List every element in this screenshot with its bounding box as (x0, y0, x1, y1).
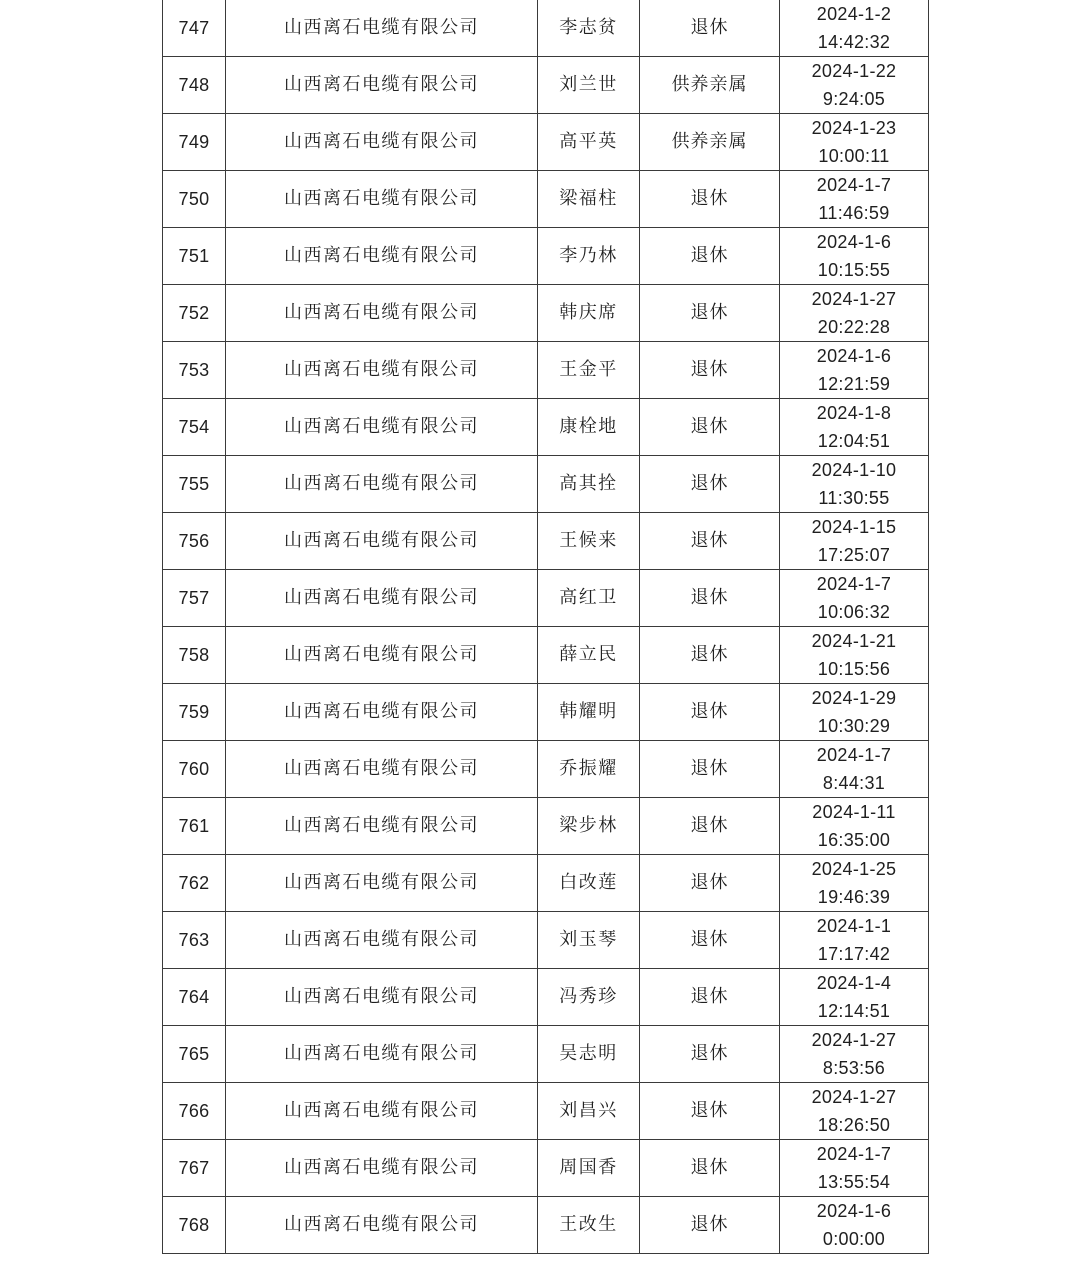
table-row (163, 456, 929, 513)
person-name-cell: 高红卫 (538, 570, 640, 627)
person-name-cell: 冯秀珍 (538, 969, 640, 1026)
person-name-cell: 韩庆席 (538, 285, 640, 342)
time-text: 12:14:51 (817, 1001, 891, 1021)
category-cell: 退休 (640, 969, 780, 1026)
category-cell: 退休 (640, 741, 780, 798)
person-name-cell: 高平英 (538, 114, 640, 171)
datetime-cell (780, 969, 929, 1026)
time-text: 11:46:59 (818, 203, 890, 223)
company-cell: 山西离石电缆有限公司 (226, 1026, 538, 1083)
date-text: 2024-1-15 (811, 517, 897, 537)
category-cell: 退休 (640, 456, 780, 513)
company-cell: 山西离石电缆有限公司 (226, 285, 538, 342)
table-row (163, 513, 929, 570)
category-cell: 退休 (640, 228, 780, 285)
person-name-cell: 白改莲 (538, 855, 640, 912)
category-cell: 供养亲属 (640, 57, 780, 114)
category-cell: 退休 (640, 285, 780, 342)
time-text: 8:44:31 (822, 773, 886, 793)
row-number-cell: 751 (163, 228, 226, 285)
date-text: 2024-1-6 (816, 346, 892, 366)
time-text: 13:55:54 (817, 1172, 891, 1192)
category-cell: 退休 (640, 1026, 780, 1083)
row-number-cell: 758 (163, 627, 226, 684)
date-text: 2024-1-27 (811, 1030, 897, 1050)
datetime-cell (780, 114, 929, 171)
category-cell: 退休 (640, 0, 780, 57)
category-cell: 退休 (640, 513, 780, 570)
datetime-cell (780, 513, 929, 570)
datetime-cell (780, 57, 929, 114)
table-row (163, 399, 929, 456)
person-name-cell: 康栓地 (538, 399, 640, 456)
table-row (163, 285, 929, 342)
company-cell: 山西离石电缆有限公司 (226, 1197, 538, 1254)
person-name-cell: 梁步林 (538, 798, 640, 855)
company-cell: 山西离石电缆有限公司 (226, 627, 538, 684)
category-cell: 退休 (640, 1197, 780, 1254)
date-text: 2024-1-2 (816, 4, 892, 24)
company-cell: 山西离石电缆有限公司 (226, 570, 538, 627)
date-text: 2024-1-4 (816, 973, 892, 993)
date-text: 2024-1-7 (816, 1144, 892, 1164)
table-row (163, 684, 929, 741)
person-name-cell: 薛立民 (538, 627, 640, 684)
time-text: 20:22:28 (817, 317, 891, 337)
company-cell: 山西离石电缆有限公司 (226, 57, 538, 114)
row-number-cell: 768 (163, 1197, 226, 1254)
row-number-cell: 755 (163, 456, 226, 513)
company-cell: 山西离石电缆有限公司 (226, 798, 538, 855)
person-name-cell: 王金平 (538, 342, 640, 399)
table-row (163, 798, 929, 855)
row-number-cell: 747 (163, 0, 226, 57)
date-text: 2024-1-7 (816, 745, 892, 765)
company-cell: 山西离石电缆有限公司 (226, 684, 538, 741)
person-name-cell: 乔振耀 (538, 741, 640, 798)
company-cell: 山西离石电缆有限公司 (226, 1083, 538, 1140)
row-number-cell: 750 (163, 171, 226, 228)
row-number-cell: 748 (163, 57, 226, 114)
category-cell: 退休 (640, 399, 780, 456)
table-row (163, 1197, 929, 1254)
date-text: 2024-1-27 (811, 289, 897, 309)
roster-table (162, 0, 929, 1254)
company-cell: 山西离石电缆有限公司 (226, 741, 538, 798)
date-text: 2024-1-27 (811, 1087, 897, 1107)
time-text: 12:04:51 (817, 431, 891, 451)
category-cell: 退休 (640, 171, 780, 228)
row-number-cell: 760 (163, 741, 226, 798)
date-text: 2024-1-23 (811, 118, 897, 138)
table-row (163, 969, 929, 1026)
person-name-cell: 梁福柱 (538, 171, 640, 228)
category-cell: 退休 (640, 627, 780, 684)
row-number-cell: 753 (163, 342, 226, 399)
datetime-cell (780, 627, 929, 684)
row-number-cell: 761 (163, 798, 226, 855)
time-text: 18:26:50 (817, 1115, 891, 1135)
table-row (163, 1026, 929, 1083)
datetime-cell (780, 1140, 929, 1197)
time-text: 12:21:59 (817, 374, 891, 394)
person-name-cell: 吴志明 (538, 1026, 640, 1083)
time-text: 8:53:56 (822, 1058, 886, 1078)
datetime-cell (780, 741, 929, 798)
person-name-cell: 高其拴 (538, 456, 640, 513)
time-text: 17:17:42 (817, 944, 891, 964)
row-number-cell: 764 (163, 969, 226, 1026)
date-text: 2024-1-10 (811, 460, 897, 480)
date-text: 2024-1-8 (816, 403, 892, 423)
row-number-cell: 759 (163, 684, 226, 741)
date-text: 2024-1-11 (812, 802, 896, 822)
time-text: 14:42:32 (817, 32, 891, 52)
person-name-cell: 刘昌兴 (538, 1083, 640, 1140)
row-number-cell: 765 (163, 1026, 226, 1083)
row-number-cell: 763 (163, 912, 226, 969)
datetime-cell (780, 285, 929, 342)
person-name-cell: 王改生 (538, 1197, 640, 1254)
row-number-cell: 766 (163, 1083, 226, 1140)
table-row (163, 627, 929, 684)
category-cell: 退休 (640, 1140, 780, 1197)
table-row (163, 228, 929, 285)
table-row (163, 570, 929, 627)
row-number-cell: 752 (163, 285, 226, 342)
company-cell: 山西离石电缆有限公司 (226, 912, 538, 969)
datetime-cell (780, 570, 929, 627)
row-number-cell: 756 (163, 513, 226, 570)
table-row (163, 114, 929, 171)
person-name-cell: 王候来 (538, 513, 640, 570)
company-cell: 山西离石电缆有限公司 (226, 114, 538, 171)
time-text: 17:25:07 (817, 545, 891, 565)
time-text: 10:30:29 (817, 716, 891, 736)
datetime-cell (780, 855, 929, 912)
time-text: 16:35:00 (817, 830, 891, 850)
date-text: 2024-1-25 (811, 859, 897, 879)
row-number-cell: 757 (163, 570, 226, 627)
table-row (163, 0, 929, 57)
date-text: 2024-1-22 (811, 61, 897, 81)
time-text: 10:06:32 (817, 602, 891, 622)
company-cell: 山西离石电缆有限公司 (226, 228, 538, 285)
person-name-cell: 李志贫 (538, 0, 640, 57)
company-cell: 山西离石电缆有限公司 (226, 1140, 538, 1197)
table-row (163, 855, 929, 912)
person-name-cell: 周国香 (538, 1140, 640, 1197)
time-text: 11:30:55 (818, 488, 890, 508)
datetime-cell (780, 1197, 929, 1254)
company-cell: 山西离石电缆有限公司 (226, 969, 538, 1026)
table-row (163, 741, 929, 798)
date-text: 2024-1-7 (816, 175, 892, 195)
table-row (163, 57, 929, 114)
time-text: 9:24:05 (822, 89, 886, 109)
company-cell: 山西离石电缆有限公司 (226, 513, 538, 570)
company-cell: 山西离石电缆有限公司 (226, 855, 538, 912)
category-cell: 退休 (640, 342, 780, 399)
table-row (163, 171, 929, 228)
table-row (163, 1083, 929, 1140)
date-text: 2024-1-6 (816, 1201, 892, 1221)
time-text: 19:46:39 (817, 887, 891, 907)
table-row (163, 1140, 929, 1197)
date-text: 2024-1-21 (811, 631, 897, 651)
category-cell: 退休 (640, 684, 780, 741)
category-cell: 退休 (640, 798, 780, 855)
date-text: 2024-1-29 (811, 688, 897, 708)
row-number-cell: 762 (163, 855, 226, 912)
person-name-cell: 刘玉琴 (538, 912, 640, 969)
category-cell: 供养亲属 (640, 114, 780, 171)
datetime-cell (780, 1083, 929, 1140)
date-text: 2024-1-7 (816, 574, 892, 594)
row-number-cell: 749 (163, 114, 226, 171)
row-number-cell: 767 (163, 1140, 226, 1197)
datetime-cell (780, 228, 929, 285)
datetime-cell (780, 684, 929, 741)
date-text: 2024-1-6 (816, 232, 892, 252)
datetime-cell (780, 342, 929, 399)
row-number-cell: 754 (163, 399, 226, 456)
company-cell: 山西离石电缆有限公司 (226, 171, 538, 228)
table-row (163, 342, 929, 399)
datetime-cell (780, 0, 929, 57)
person-name-cell: 韩耀明 (538, 684, 640, 741)
category-cell: 退休 (640, 912, 780, 969)
company-cell: 山西离石电缆有限公司 (226, 399, 538, 456)
datetime-cell (780, 456, 929, 513)
time-text: 10:00:11 (818, 146, 890, 166)
datetime-cell (780, 171, 929, 228)
datetime-cell (780, 1026, 929, 1083)
time-text: 10:15:55 (817, 260, 891, 280)
table-row (163, 912, 929, 969)
datetime-cell (780, 912, 929, 969)
company-cell: 山西离石电缆有限公司 (226, 342, 538, 399)
person-name-cell: 刘兰世 (538, 57, 640, 114)
time-text: 0:00:00 (822, 1229, 886, 1249)
category-cell: 退休 (640, 570, 780, 627)
company-cell: 山西离石电缆有限公司 (226, 456, 538, 513)
company-cell: 山西离石电缆有限公司 (226, 0, 538, 57)
person-name-cell: 李乃林 (538, 228, 640, 285)
roster-table-body (163, 0, 929, 1254)
category-cell: 退休 (640, 1083, 780, 1140)
category-cell: 退休 (640, 855, 780, 912)
date-text: 2024-1-1 (816, 916, 892, 936)
time-text: 10:15:56 (817, 659, 891, 679)
datetime-cell (780, 399, 929, 456)
datetime-cell (780, 798, 929, 855)
